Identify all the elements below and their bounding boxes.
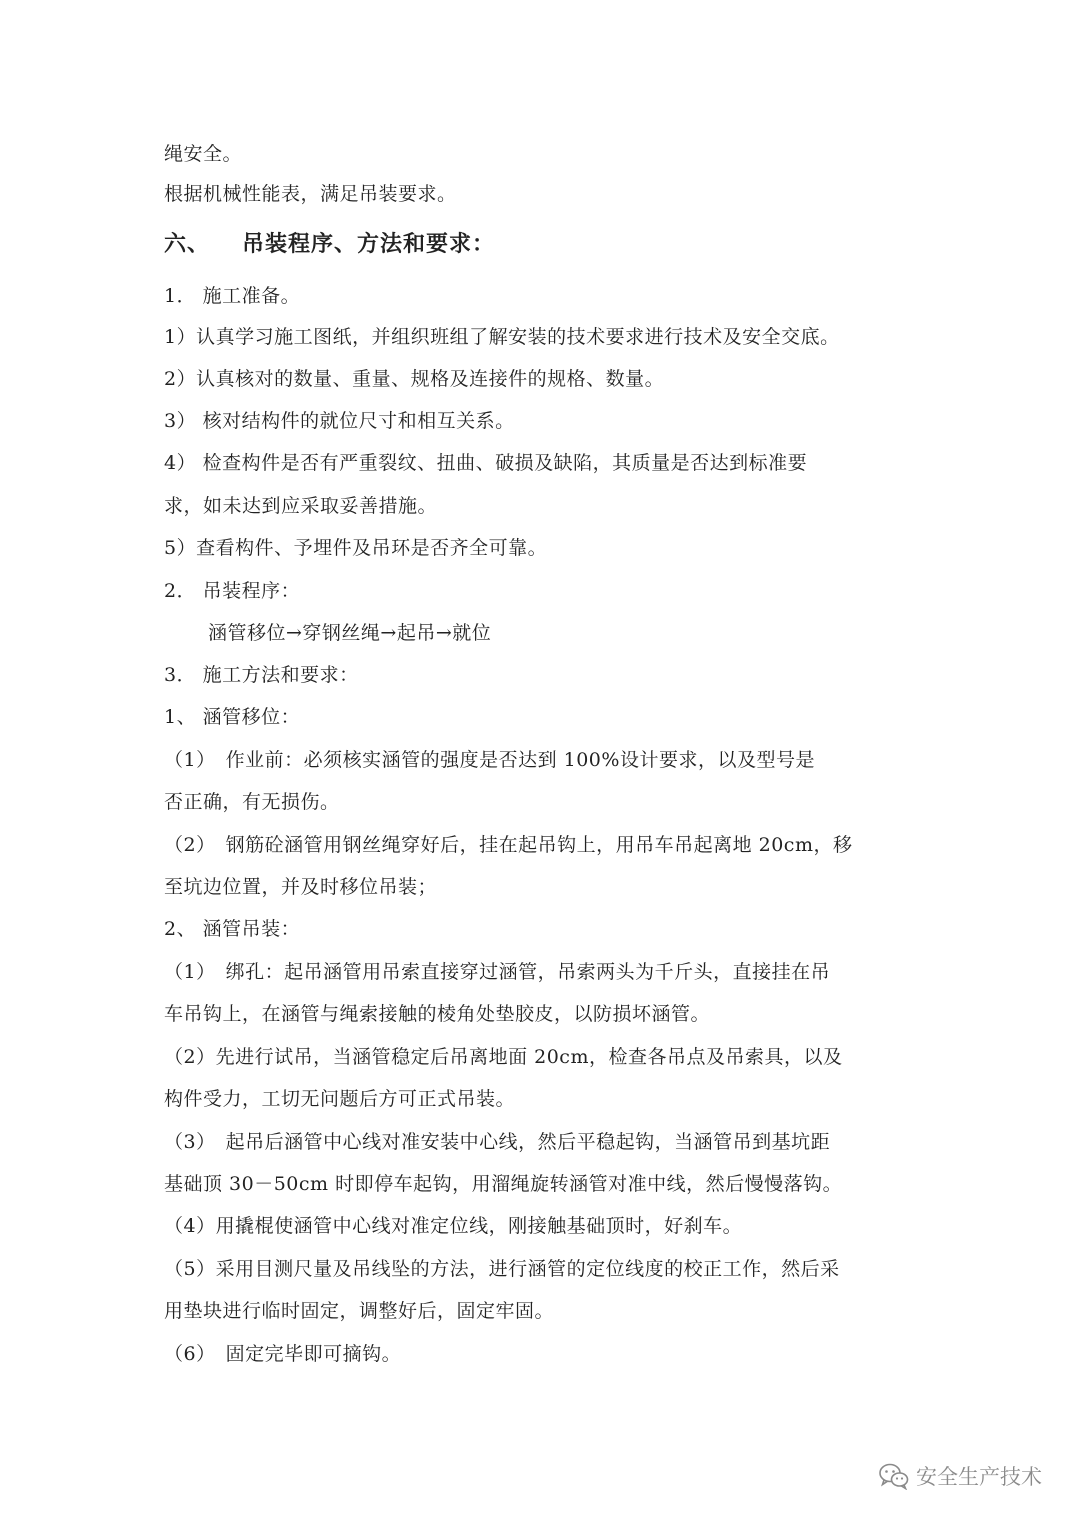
text-line: （1） 作业前：必须核实涵管的强度是否达到 100%设计要求，以及型号是 bbox=[164, 749, 815, 771]
text-line: 车吊钩上，在涵管与绳索接触的棱角处垫胶皮，以防损坏涵管。 bbox=[164, 1003, 711, 1025]
procedure-flow: 涵管移位→穿钢丝绳→起吊→就位 bbox=[208, 622, 492, 644]
text-line: 否正确，有无损伤。 bbox=[164, 791, 340, 813]
text-line: 至坑边位置，并及时移位吊装； bbox=[164, 876, 438, 898]
text-line: 1． 施工准备。 bbox=[164, 285, 301, 307]
section-number: 六、 bbox=[164, 231, 211, 257]
text-line: 用垫块进行临时固定，调整好后，固定牢固。 bbox=[164, 1300, 555, 1322]
text-line: （2） 钢筋砼涵管用钢丝绳穿好后，挂在起吊钩上，用吊车吊起离地 20cm，移 bbox=[164, 834, 853, 856]
section-heading bbox=[164, 232, 495, 256]
text-line: 3） 核对结构件的就位尺寸和相互关系。 bbox=[164, 410, 515, 432]
text-line: 3． 施工方法和要求： bbox=[164, 664, 359, 686]
text-line: 绳安全。 bbox=[164, 143, 243, 165]
text-line: 构件受力，工切无问题后方可正式吊装。 bbox=[164, 1088, 516, 1110]
text-line: 求，如未达到应采取妥善措施。 bbox=[164, 495, 438, 517]
watermark bbox=[878, 1461, 1042, 1491]
text-line: （1） 绑孔：起吊涵管用吊索直接穿过涵管，吊索两头为千斤头，直接挂在吊 bbox=[164, 961, 831, 983]
text-line: 2． 吊装程序： bbox=[164, 580, 301, 602]
text-line: 5）查看构件、予埋件及吊环是否齐全可靠。 bbox=[164, 537, 548, 559]
text-line: （5）采用目测尺量及吊线坠的方法，进行涵管的定位线度的校正工作，然后采 bbox=[164, 1258, 840, 1280]
text-line: （3） 起吊后涵管中心线对准安装中心线，然后平稳起钩，当涵管吊到基坑距 bbox=[164, 1131, 831, 1153]
text-line: 2）认真核对的数量、重量、规格及连接件的规格、数量。 bbox=[164, 368, 665, 390]
text-line: 根据机械性能表，满足吊装要求。 bbox=[164, 183, 457, 205]
text-line: 1）认真学习施工图纸，并组织班组了解安装的技术要求进行技术及安全交底。 bbox=[164, 326, 840, 348]
text-line: 2、 涵管吊装： bbox=[164, 918, 301, 940]
text-line: 1、 涵管移位： bbox=[164, 706, 301, 728]
watermark-text: 安全生产技术 bbox=[916, 1465, 1042, 1489]
text-line: （4）用撬棍使涵管中心线对准定位线，刚接触基础顶时，好刹车。 bbox=[164, 1215, 743, 1237]
section-title: 吊装程序、方法和要求： bbox=[242, 231, 496, 257]
text-line: 基础顶 30－50cm 时即停车起钩，用溜绳旋转涵管对准中线，然后慢慢落钩。 bbox=[164, 1173, 843, 1195]
text-line: 4） 检查构件是否有严重裂纹、扭曲、破损及缺陷，其质量是否达到标准要 bbox=[164, 452, 808, 474]
wechat-icon bbox=[878, 1462, 910, 1490]
text-line: （2）先进行试吊，当涵管稳定后吊离地面 20cm，检查各吊点及吊索具，以及 bbox=[164, 1046, 843, 1068]
text-line: （6） 固定完毕即可摘钩。 bbox=[164, 1343, 402, 1365]
